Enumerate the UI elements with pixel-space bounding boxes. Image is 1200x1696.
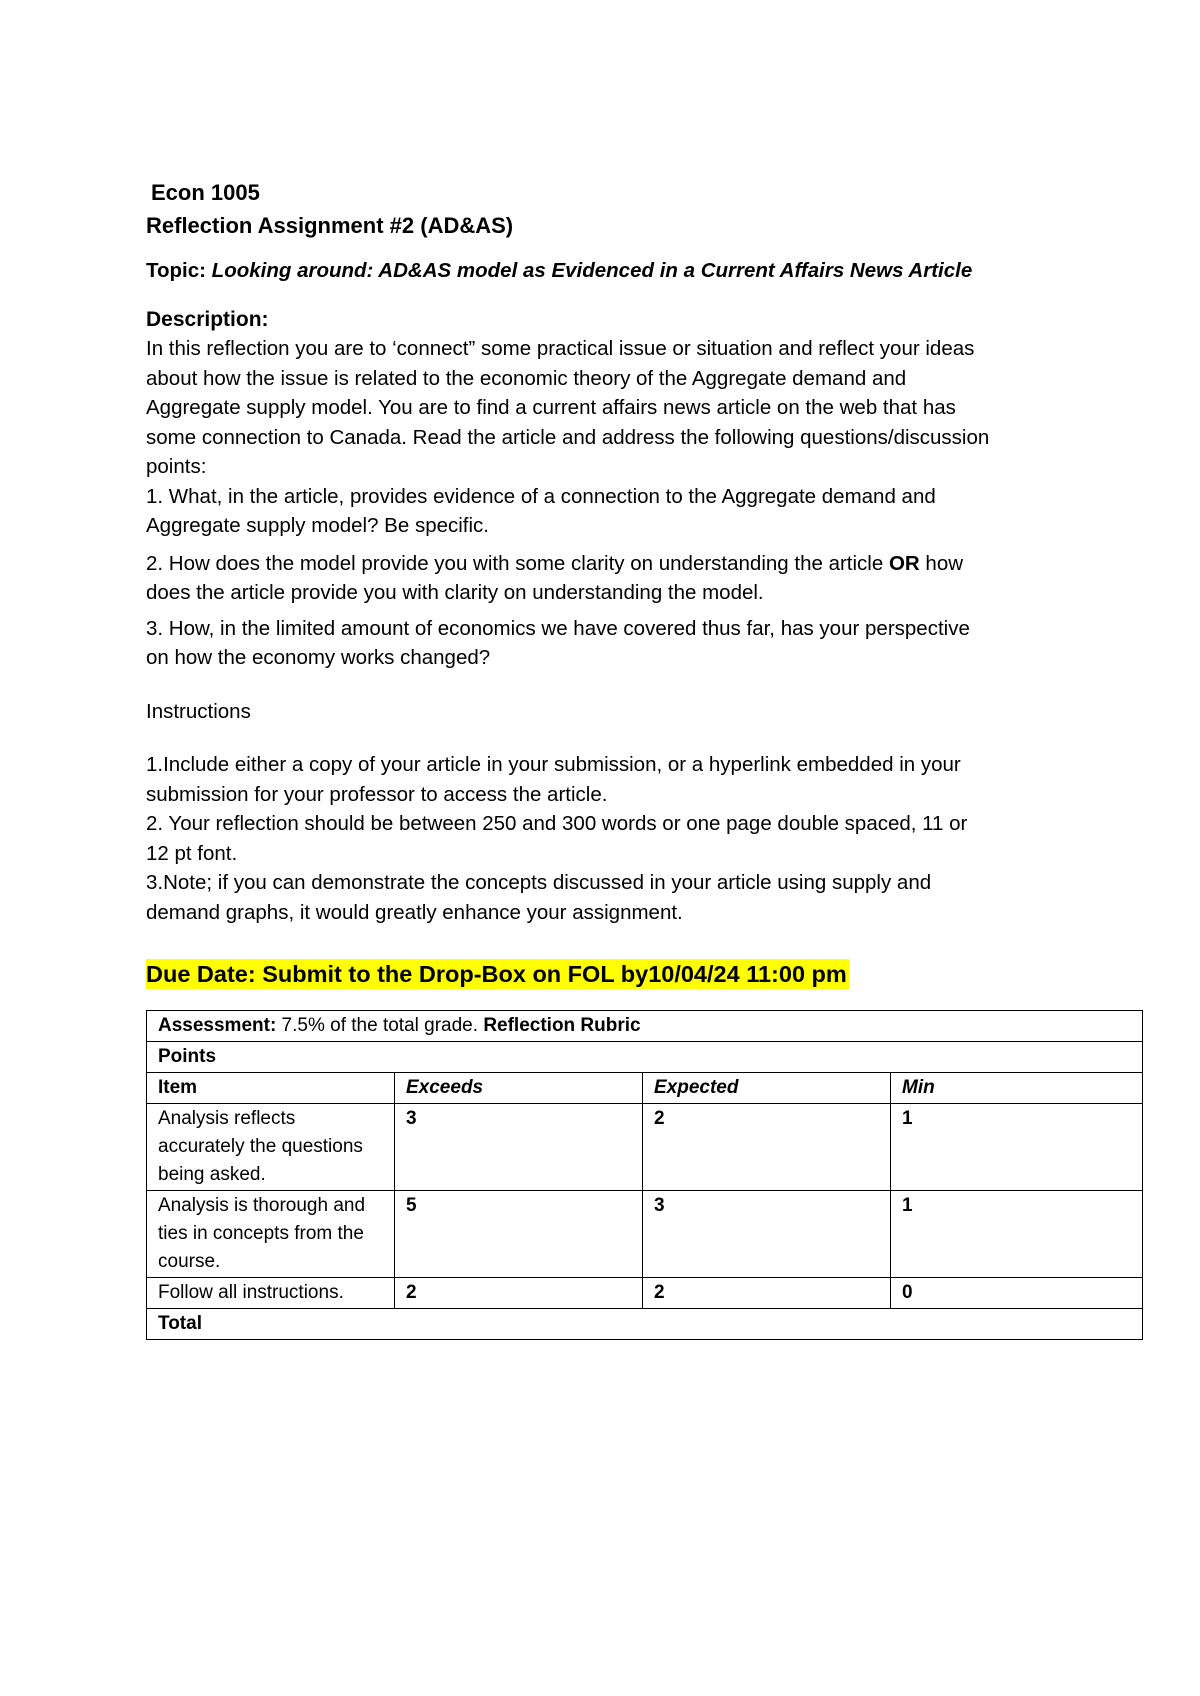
header-expected: Expected bbox=[643, 1073, 891, 1104]
total-label: Total bbox=[147, 1309, 1143, 1340]
topic-line bbox=[146, 256, 1146, 286]
rubric-label: Reflection Rubric bbox=[483, 1015, 641, 1036]
question-1-line: Aggregate supply model? Be specific. bbox=[146, 514, 490, 537]
rubric-assessment-row bbox=[147, 1011, 1143, 1042]
question-2-line: does the article provide you with clarity on understanding the model. bbox=[146, 581, 764, 604]
row-expected: 2 bbox=[643, 1104, 891, 1191]
due-date-highlight: Due Date: Submit to the Drop-Box on FOL by10/04/24 11:00 pm bbox=[146, 961, 847, 987]
question-3-line: 3. How, in the limited amount of economics we have covered thus far, has your perspective bbox=[146, 616, 970, 640]
document-content bbox=[146, 176, 1146, 1340]
rubric-header-row bbox=[147, 1073, 1143, 1104]
question-2-text: 2. How does the model provide you with some clarity on understanding the article bbox=[146, 551, 889, 575]
topic-label: Topic: bbox=[146, 259, 206, 282]
rubric-total-row bbox=[147, 1309, 1143, 1340]
row-min: 0 bbox=[891, 1278, 1143, 1309]
description-line: about how the issue is related to the economic theory of the Aggregate demand and bbox=[146, 366, 907, 390]
table-row bbox=[147, 1104, 1143, 1191]
row-item: Analysis reflects accurately the questions being asked. bbox=[147, 1104, 395, 1191]
row-item: Follow all instructions. bbox=[147, 1278, 395, 1309]
row-item: Analysis is thorough and ties in concepts from the course. bbox=[147, 1191, 395, 1278]
instruction-line: 1.Include either a copy of your article in your submission, or a hyperlink embedded in your bbox=[146, 753, 961, 776]
row-expected: 2 bbox=[643, 1278, 891, 1309]
instruction-line: 12 pt font. bbox=[146, 841, 238, 865]
instruction-line: 3.Note; if you can demonstrate the concepts discussed in your article using supply and bbox=[146, 871, 932, 894]
description-line: In this reflection you are to ‘connect” some practical issue or situation and reflect your ideas bbox=[146, 337, 975, 360]
instruction-line: submission for your professor to access the article. bbox=[146, 782, 608, 806]
question-2-line bbox=[146, 549, 1146, 579]
topic-text: Looking around: AD&AS model as Evidenced in a Current Affairs News Article bbox=[211, 259, 973, 282]
assignment-title: Reflection Assignment #2 (AD&AS) bbox=[146, 213, 514, 238]
points-label: Points bbox=[147, 1042, 1143, 1073]
rubric-points-row bbox=[147, 1042, 1143, 1073]
row-exceeds: 2 bbox=[395, 1278, 643, 1309]
description-line: points: bbox=[146, 455, 207, 478]
question-3-line: on how the economy works changed? bbox=[146, 646, 491, 669]
description-line: some connection to Canada. Read the article and address the following questions/discussion bbox=[146, 425, 990, 449]
instructions-heading: Instructions bbox=[146, 699, 251, 723]
header-item: Item bbox=[147, 1073, 395, 1104]
row-min: 1 bbox=[891, 1191, 1143, 1278]
assessment-text: 7.5% of the total grade. bbox=[276, 1015, 484, 1036]
table-row bbox=[147, 1191, 1143, 1278]
question-2-or: OR bbox=[888, 551, 920, 575]
row-exceeds: 3 bbox=[395, 1104, 643, 1191]
rubric-assessment-cell bbox=[147, 1011, 1143, 1042]
header-min: Min bbox=[891, 1073, 1143, 1104]
row-expected: 3 bbox=[643, 1191, 891, 1278]
description-heading: Description: bbox=[146, 307, 269, 331]
course-code: Econ 1005 bbox=[151, 180, 260, 205]
question-1-line: 1. What, in the article, provides evidence of a connection to the Aggregate demand and bbox=[146, 484, 936, 508]
instruction-line: 2. Your reflection should be between 250 and 300 words or one page double spaced, 11 or bbox=[146, 812, 968, 835]
table-row bbox=[147, 1278, 1143, 1309]
question-2-tail: how bbox=[919, 551, 964, 575]
rubric-table bbox=[146, 1010, 1143, 1340]
row-min: 1 bbox=[891, 1104, 1143, 1191]
instruction-line: demand graphs, it would greatly enhance your assignment. bbox=[146, 900, 683, 924]
row-exceeds: 5 bbox=[395, 1191, 643, 1278]
due-date bbox=[146, 957, 1146, 991]
assessment-label: Assessment: bbox=[158, 1015, 277, 1036]
header-exceeds: Exceeds bbox=[395, 1073, 643, 1104]
description-line: Aggregate supply model. You are to find a current affairs news article on the web that has bbox=[146, 396, 956, 419]
